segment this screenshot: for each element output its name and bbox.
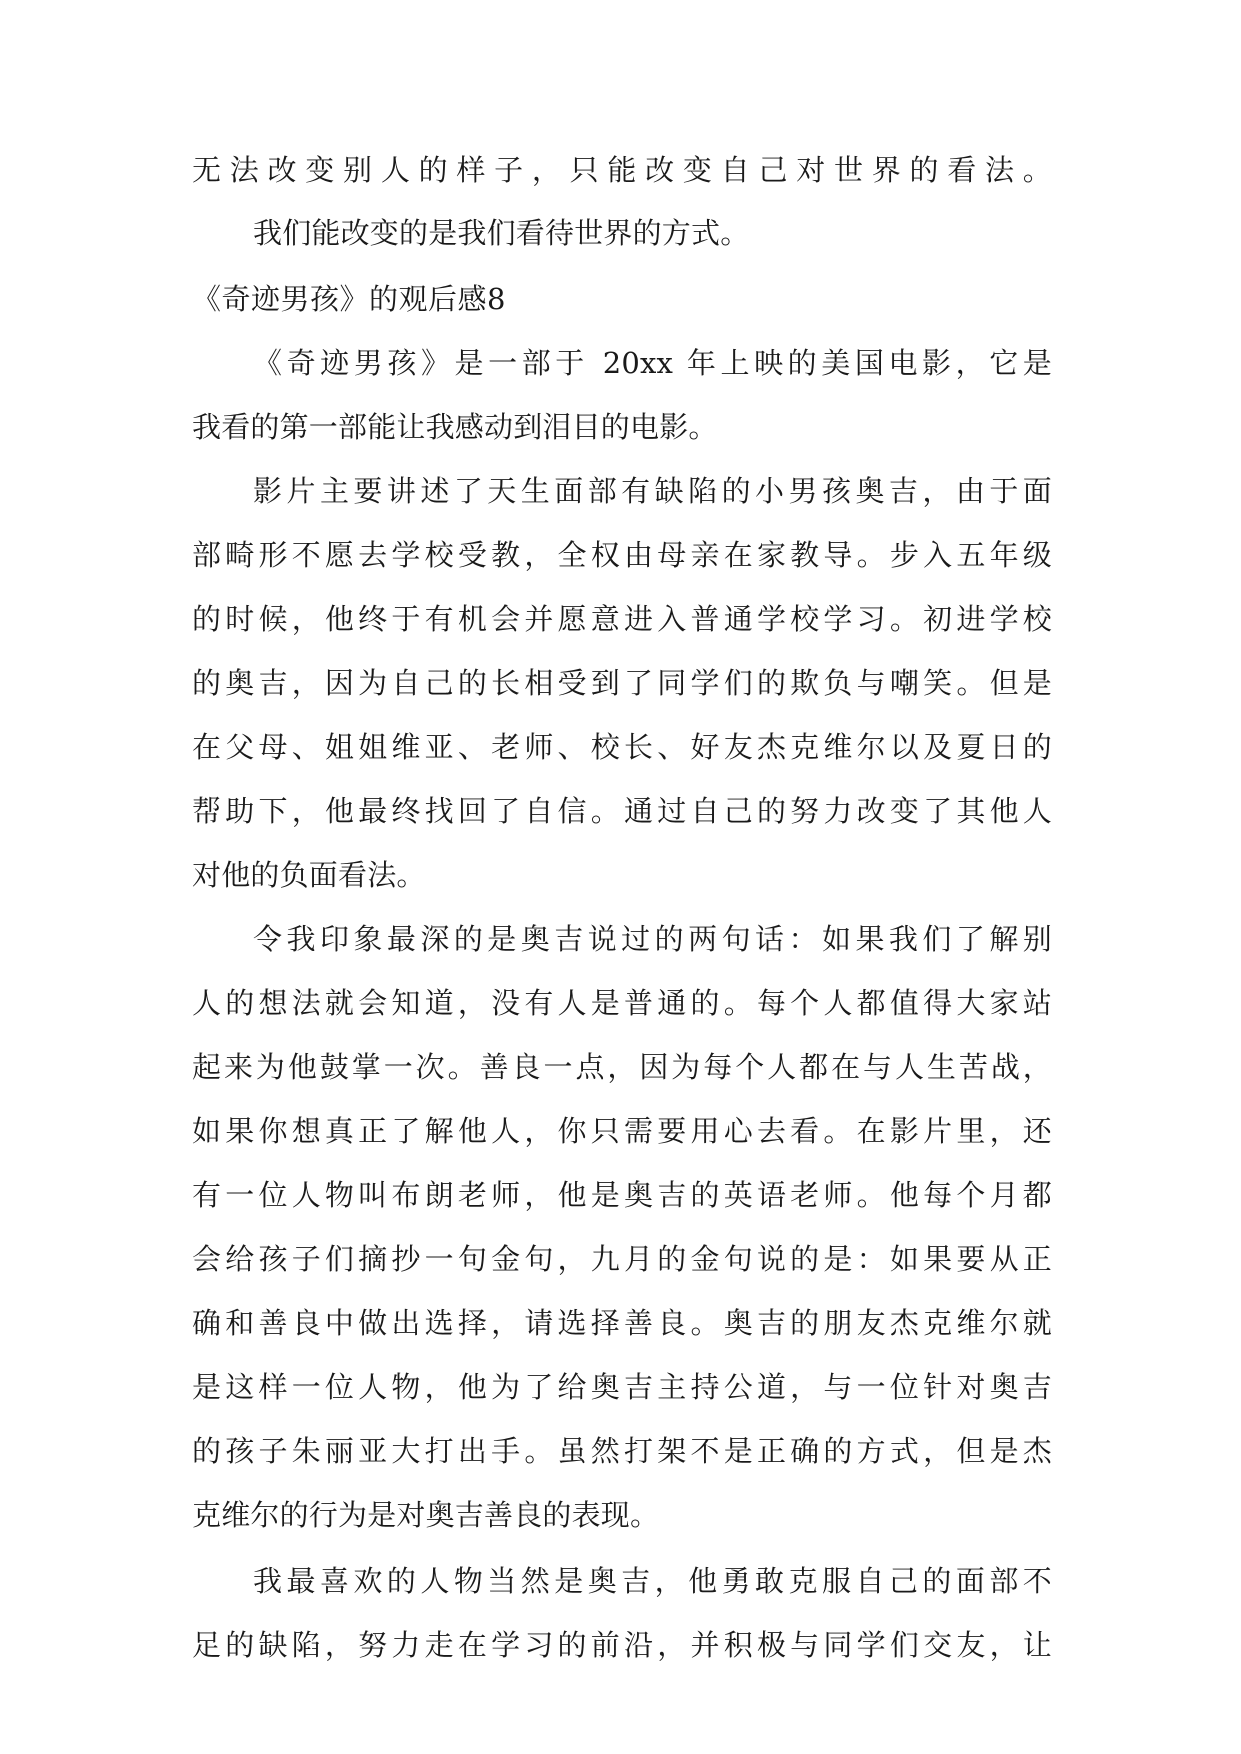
text-line: 起来为他鼓掌一次。善良一点，因为每个人都在与人生苦战， [192,1050,1052,1084]
text-line: 帮助下，他最终找回了自信。通过自己的努力改变了其他人 [192,794,1052,828]
text-line: 在父母、姐姐维亚、老师、校长、好友杰克维尔以及夏日的 [192,730,1052,764]
text-line: 部畸形不愿去学校受教，全权由母亲在家教导。步入五年级 [192,538,1052,572]
text-line: 我看的第一部能让我感动到泪目的电影。 [192,410,718,444]
text-line: 影片主要讲述了天生面部有缺陷的小男孩奥吉，由于面 [253,474,1052,508]
text-line: 如果你想真正了解他人，你只需要用心去看。在影片里，还 [192,1114,1052,1148]
text-line: 我们能改变的是我们看待世界的方式。 [253,216,750,250]
text-line: 足的缺陷，努力走在学习的前沿，并积极与同学们交友，让 [192,1628,1052,1662]
text-line: 的时候，他终于有机会并愿意进入普通学校学习。初进学校 [192,602,1052,636]
text-line: 的奥吉，因为自己的长相受到了同学们的欺负与嘲笑。但是 [192,666,1052,700]
text-line: 《奇迹男孩》是一部于 20xx 年上映的美国电影，它是 [253,346,1052,380]
text-line: 会给孩子们摘抄一句金句，九月的金句说的是：如果要从正 [192,1242,1052,1276]
section-heading: 《奇迹男孩》的观后感8 [192,282,506,316]
text-line: 人的想法就会知道，没有人是普通的。每个人都值得大家站 [192,986,1052,1020]
text-line: 我最喜欢的人物当然是奥吉，他勇敢克服自己的面部不 [253,1564,1052,1598]
text-line: 确和善良中做出选择，请选择善良。奥吉的朋友杰克维尔就 [192,1306,1052,1340]
text-line: 是这样一位人物，他为了给奥吉主持公道，与一位针对奥吉 [192,1370,1052,1404]
text-line: 对他的负面看法。 [192,858,426,892]
text-line: 的孩子朱丽亚大打出手。虽然打架不是正确的方式，但是杰 [192,1434,1052,1468]
text-line: 克维尔的行为是对奥吉善良的表现。 [192,1498,660,1532]
text-line: 无法改变别人的样子，只能改变自己对世界的看法。 [192,153,1052,187]
text-line: 有一位人物叫布朗老师，他是奥吉的英语老师。他每个月都 [192,1178,1052,1212]
text-line: 令我印象最深的是奥吉说过的两句话：如果我们了解别 [253,922,1052,956]
